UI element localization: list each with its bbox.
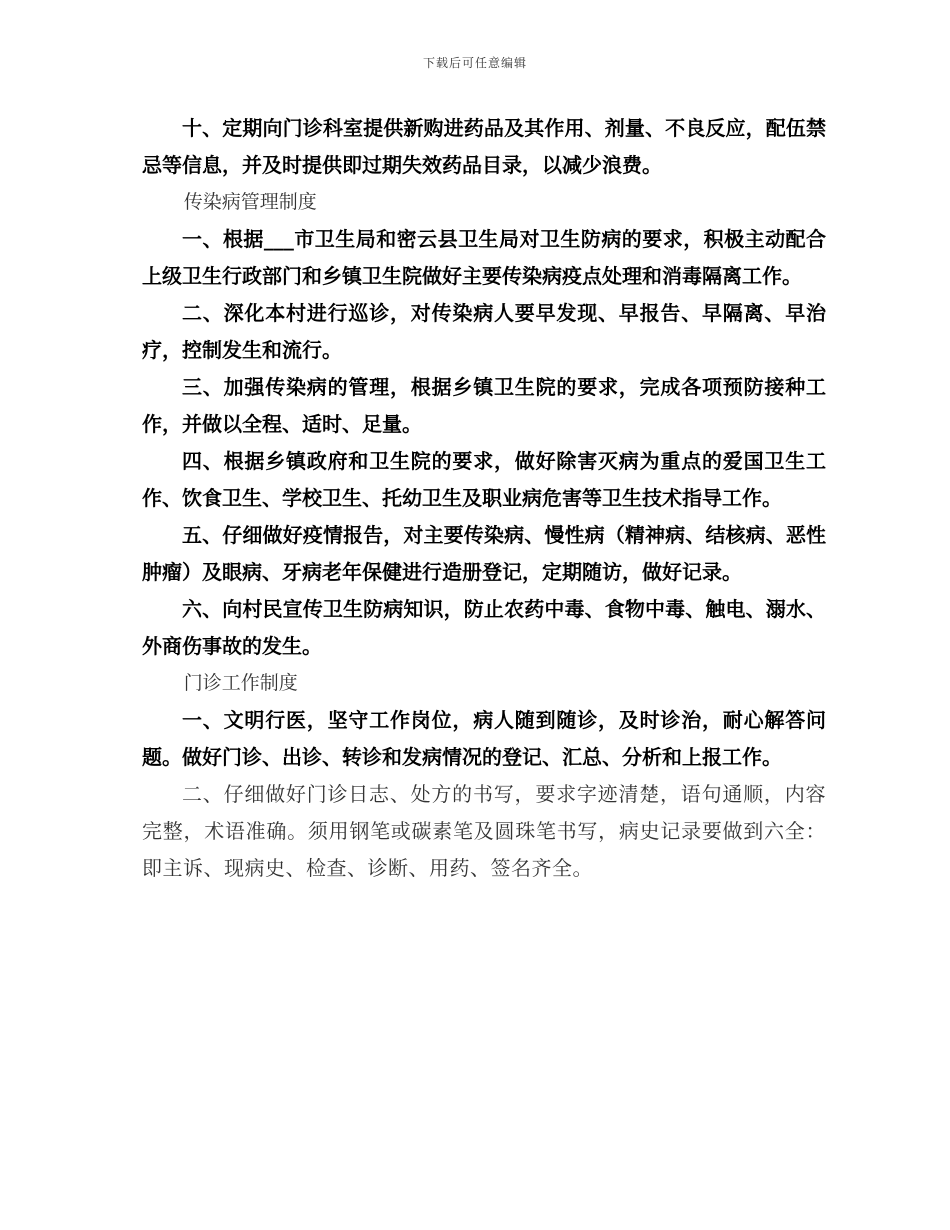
paragraph-infectious-2: 二、深化本村进行巡诊，对传染病人要早发现、早报告、早隔离、早治疗，控制发生和流行。 [142, 301, 826, 362]
paragraph-infectious-6: 六、向村民宣传卫生防病知识，防止农药中毒、食物中毒、触电、溺水、外商伤事故的发生。 [142, 597, 826, 658]
page-header: 下载后可任意编辑 [422, 56, 527, 70]
paragraph-outpatient-2: 二、仔细做好门诊日志、处方的书写，要求字迹清楚，语句通顺，内容完整，术语准确。须用钢笔或碳素笔及圆珠笔书写，病史记录要做到六全：即主诉、现病史、检查、诊断、用药、签名齐全。 [142, 782, 826, 880]
paragraph-infectious-1: 一、根据___市卫生局和密云县卫生局对卫生防病的要求，积极主动配合上级卫生行政部门和乡镇卫生院做好主要传染病疫点处理和消毒隔离工作。 [142, 227, 826, 288]
paragraph-outpatient-1: 一、文明行医，坚守工作岗位，病人随到随诊，及时诊治，耐心解答问题。做好门诊、出诊、转诊和发病情况的登记、汇总、分析和上报工作。 [142, 708, 826, 769]
paragraph-pharmacy-10: 十、定期向门诊科室提供新购进药品及其作用、剂量、不良反应，配伍禁忌等信息，并及时提供即过期失效药品目录，以减少浪费。 [142, 116, 826, 177]
paragraph-infectious-3: 三、加强传染病的管理，根据乡镇卫生院的要求，完成各项预防接种工作，并做以全程、适时、足量。 [142, 375, 826, 436]
section-heading-infectious-disease: 传染病管理制度 [183, 191, 317, 213]
paragraph-infectious-4: 四、根据乡镇政府和卫生院的要求，做好除害灭病为重点的爱国卫生工作、饮食卫生、学校卫生、托幼卫生及职业病危害等卫生技术指导工作。 [142, 449, 826, 510]
document-body [142, 110, 826, 887]
section-heading-outpatient: 门诊工作制度 [183, 672, 298, 694]
paragraph-infectious-5: 五、仔细做好疫情报告，对主要传染病、慢性病（精神病、结核病、恶性肿瘤）及眼病、牙病老年保健进行造册登记，定期随访，做好记录。 [142, 523, 826, 584]
